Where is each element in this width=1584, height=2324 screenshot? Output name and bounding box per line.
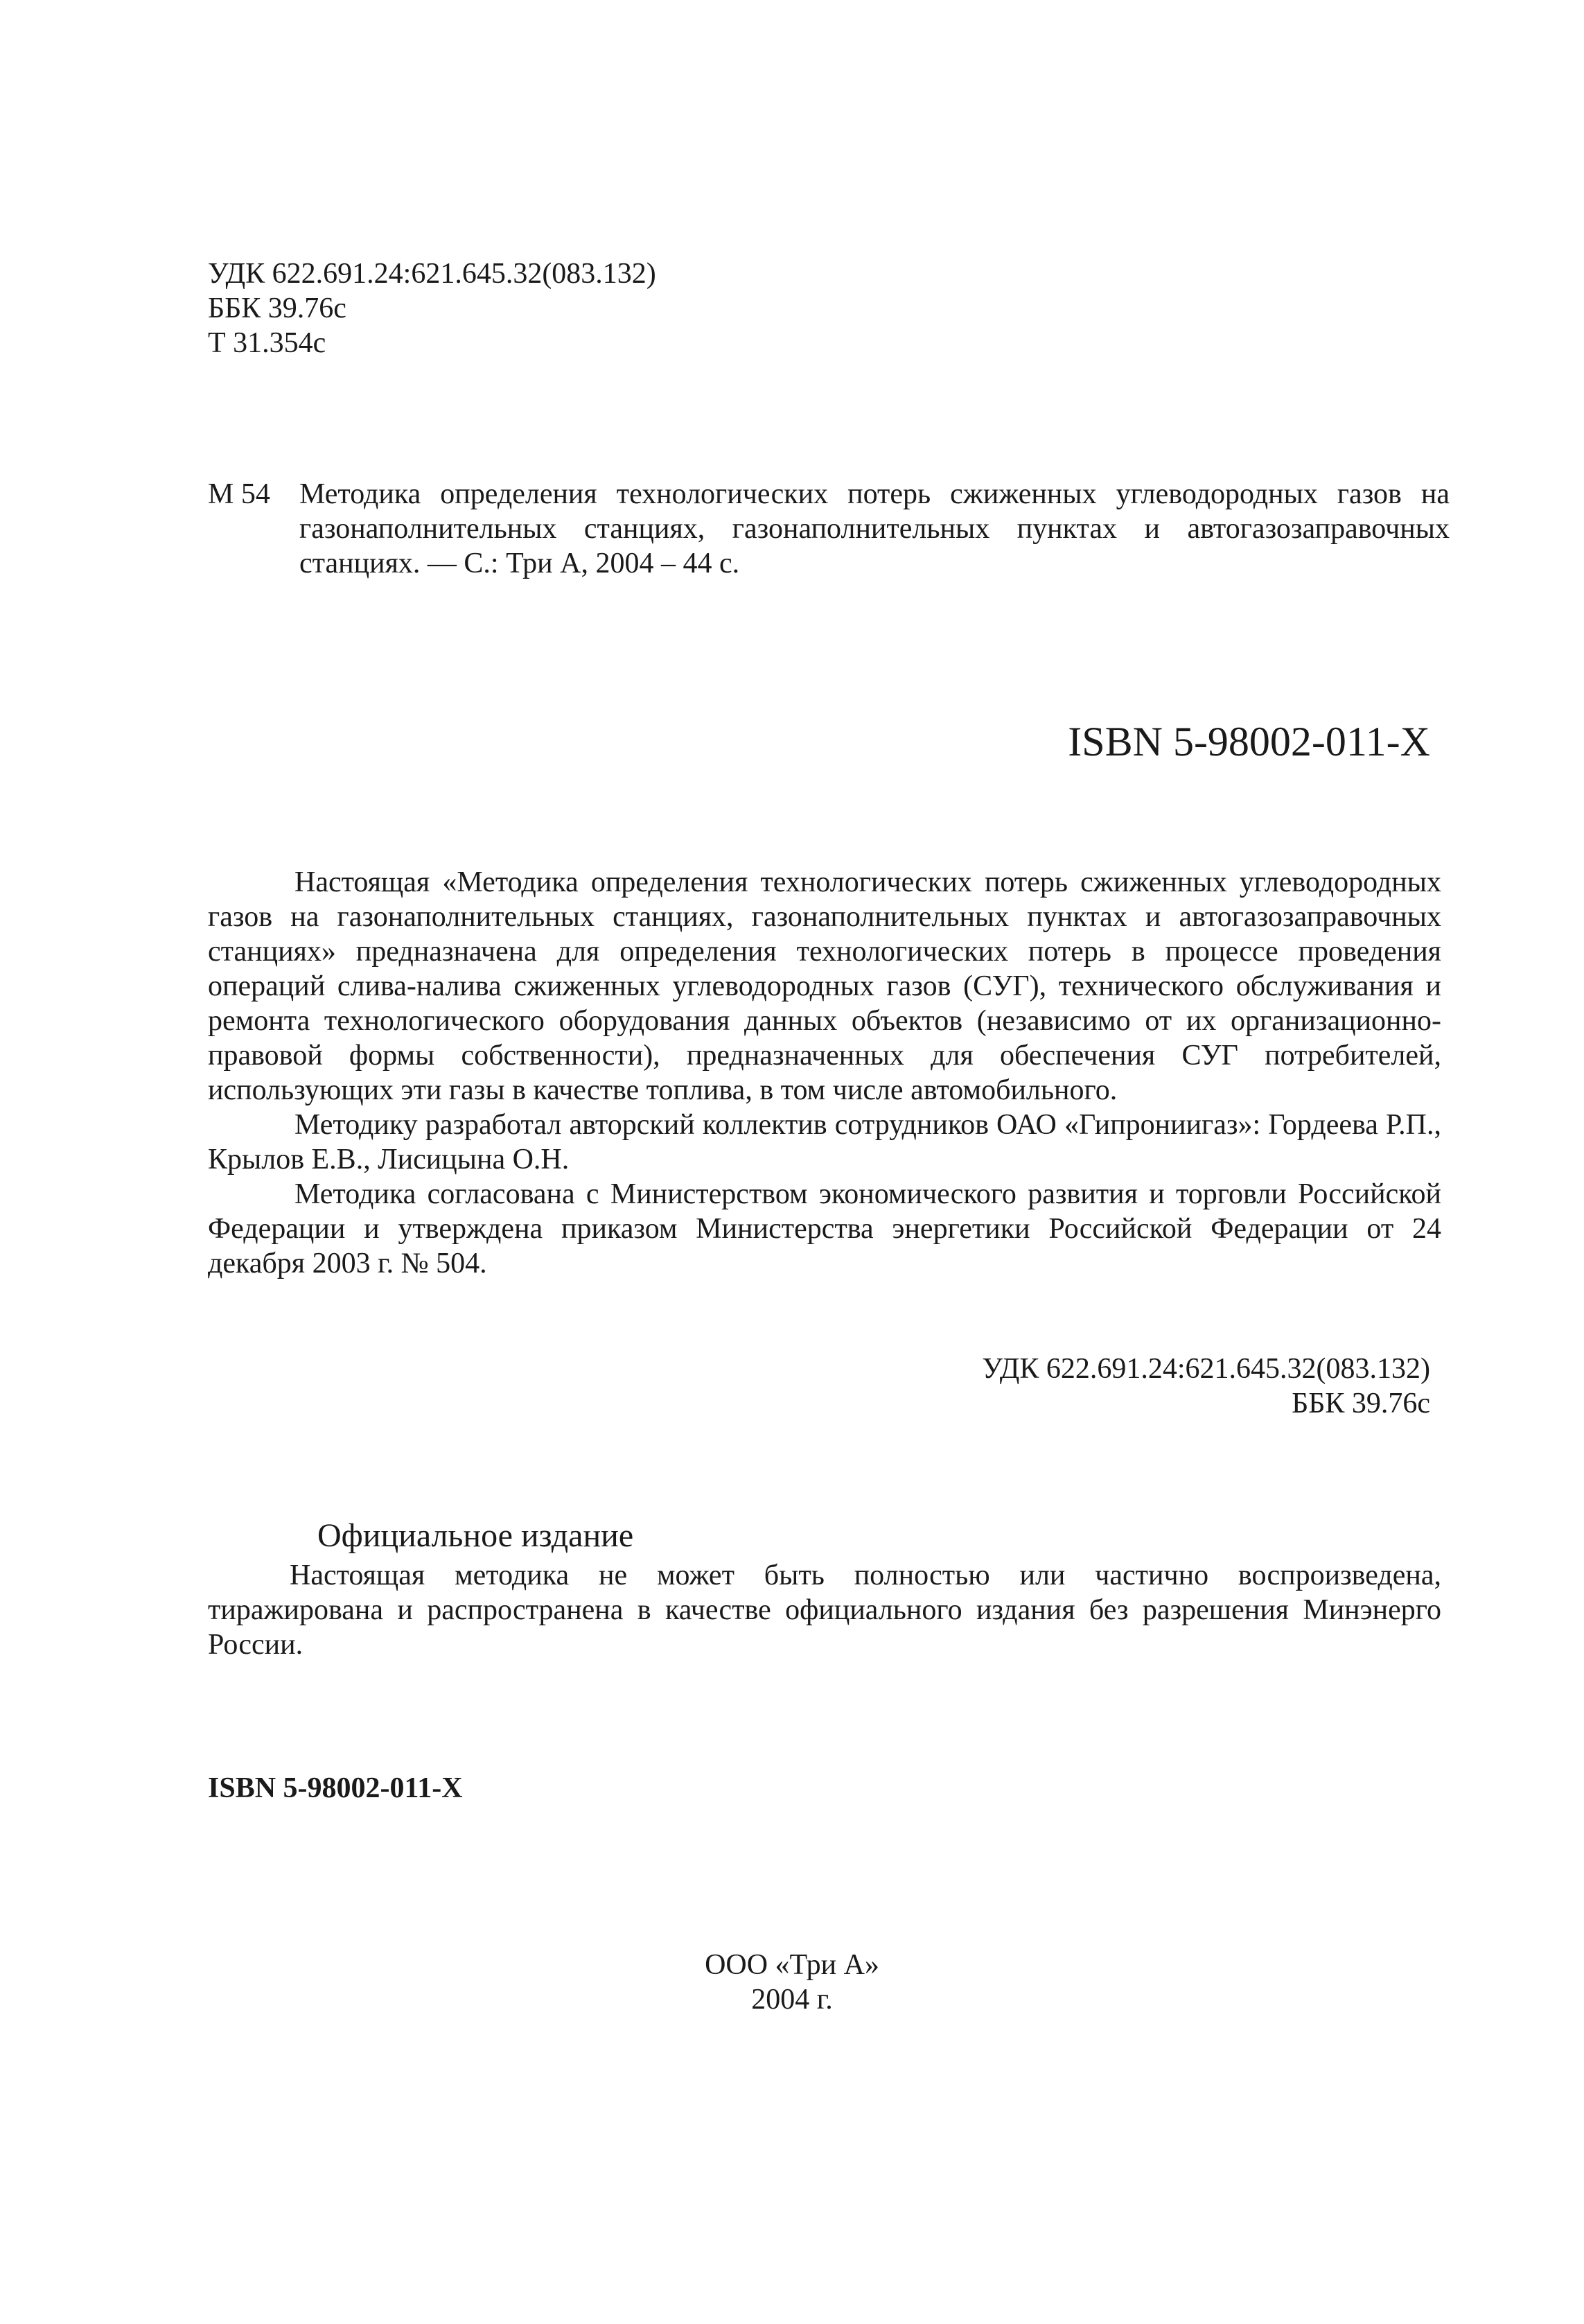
isbn-large: ISBN 5-98002-011-Х — [1068, 719, 1430, 765]
udk-code: УДК 622.691.24:621.645.32(083.132) — [208, 258, 656, 290]
bibliographic-description: Методика определения технологических потерь сжиженных углеводородных газов на газонаполнительных станциях, газонаполнительных пунктах и автогазозаправочных станциях. — С.: Три А, 2004 – 44 с. — [299, 478, 1450, 579]
publication-year: 2004 г. — [751, 1984, 833, 2016]
publisher-block — [0, 1948, 1584, 2017]
copyright-notice: Настоящая методика не может быть полностью или частично воспроизведена, тиражирована и распространена в качестве официального издания без разрешения Минэнерго России. — [208, 1559, 1441, 1661]
classification-codes-right — [982, 1352, 1430, 1421]
annotation — [208, 865, 1441, 1281]
bbk-code: ББК 39.76с — [208, 292, 346, 324]
bbk-code-right: ББК 39.76с — [1292, 1388, 1430, 1419]
annotation-paragraph-authors: Методику разработал авторский коллектив сотрудников ОАО «Гипрониигаз»: Гордеева Р.П., Крылов Е.В., Лисицына О.Н. — [208, 1109, 1441, 1176]
author-mark-code: Т 31.354с — [208, 327, 326, 359]
publisher-name: ООО «Три А» — [705, 1949, 879, 1981]
isbn-bold: ISBN 5-98002-011-Х — [208, 1772, 463, 1804]
annotation-paragraph-purpose: Настоящая «Методика определения технологических потерь сжиженных углеводородных газов на газонаполнительных станциях, газонаполнительных пунктах и автогазозаправочных станциях» предназначена для определения технологических потерь в процессе проведения операций слива-налива сжиженных углеводородных газов (СУГ), технического обслуживания и ремонта технологического оборудования данных объектов (независимо от их организационно-правовой формы собственности), предназначенных для обеспечения СУГ потребителей, использующих эти газы в качестве топлива, в том числе автомобильного. — [208, 866, 1441, 1106]
official-edition-title: Официальное издание — [317, 1517, 634, 1554]
annotation-paragraph-approval: Методика согласована с Министерством экономического развития и торговли Российской Федерации и утверждена приказом Министерства энергетики Российской Федерации от 24 декабря 2003 г. № 504. — [208, 1178, 1441, 1279]
official-edition-notice — [208, 1558, 1441, 1662]
udk-code-right: УДК 622.691.24:621.645.32(083.132) — [982, 1353, 1430, 1385]
classification-codes-top — [208, 256, 656, 360]
bibliographic-code: М 54 — [208, 478, 270, 510]
